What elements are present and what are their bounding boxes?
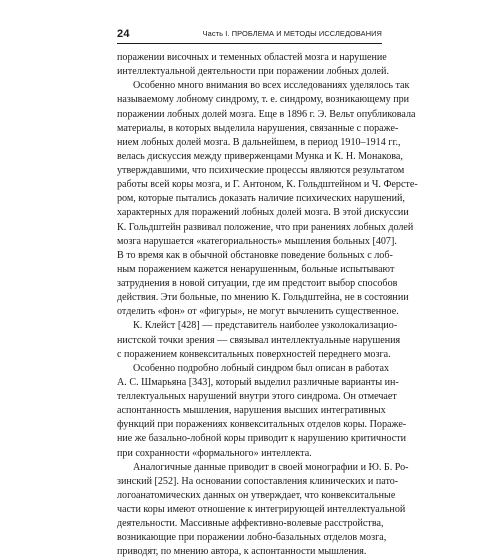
text-line: аспонтанность мышления, нарушения высших интегративных: [117, 405, 386, 417]
text-line: приводят, по мнению автора, к аспонтанности мышления.: [117, 546, 367, 558]
text-line: при сохранности «формального» интеллекта.: [117, 447, 312, 459]
text-line: логоанатомических данных он утверждает, что конвекситальные: [117, 489, 396, 501]
text-line: функций при поражениях конвекситальных отделов коры. Пораже-: [117, 419, 407, 431]
text-line: теллектуальных нарушений внутри этого синдрома. Он отмечает: [117, 391, 397, 402]
body-text: [117, 51, 418, 560]
text-line: К. Гольдштейн развивал положение, что при ранениях лобных долей: [117, 221, 414, 233]
paragraph-first-line: Особенно подробно лобный синдром был описан в работах: [133, 362, 389, 374]
text-line: действия. Эти больные, по мнению К. Гольдштейна, не в состоянии: [117, 292, 409, 304]
text-line: возникающие при поражении лобно-базальных отделов мозга,: [117, 532, 387, 544]
page-number: 24: [117, 28, 130, 40]
text-line: утверждавшими, что психические процессы являются результатом: [117, 165, 405, 176]
text-line: с поражением конвекситальных поверхностей переднего мозга.: [117, 348, 391, 360]
text-line: ным поражением кажется ненарушенным, больные испытывают: [117, 263, 395, 275]
text-line: нистской точки зрения — связывал интеллектуальные нарушения: [117, 334, 401, 346]
text-line: работы всей коры мозга, и Г. Антоном, К. Гольдштейном и Ч. Ферсте-: [117, 179, 418, 191]
text-line: зинский [252]. На основании сопоставления клинических и пато-: [117, 475, 399, 487]
text-line: отделить «фон» от «фигуры», не могут вычленить существенное.: [117, 306, 399, 318]
text-line: велась дискуссия между приверженцами Мунка и К. Н. Монакова,: [117, 150, 403, 162]
header-rule: [117, 43, 382, 44]
paragraph-first-line: Особенно много внимания во всех исследованиях уделялось так: [133, 80, 410, 92]
text-line: ром, которые пытались доказать наличие психических нарушений,: [117, 193, 405, 205]
text-line: части коры имеют отношение к интегрирующей интеллектуальной: [117, 504, 406, 515]
page-header: [117, 28, 382, 48]
text-line: деятельности. Массивные аффективно-волевые расстройства,: [117, 518, 384, 530]
paragraph-first-line: К. Клейст [428] — представитель наиболее узколокализацио-: [133, 320, 398, 332]
text-line: поражении височных и теменных областей мозга и нарушение: [117, 52, 387, 63]
text-line: ние же базально-лобной коры приводит к нарушению критичности: [117, 433, 407, 445]
text-line: называемому лобному синдрому, т. е. синдрому, возникающему при: [117, 94, 410, 106]
text-line: характерных для поражений лобных долей мозга. В этой дискуссии: [117, 207, 409, 219]
text-line: затруднения в новой ситуации, где им предстоит выбор способов: [117, 278, 398, 289]
text-line: поражении лобных долей мозга. Еще в 1896 г. Э. Вельт опубликовала: [117, 108, 416, 120]
running-head: Часть I. ПРОБЛЕМА И МЕТОДЫ ИССЛЕДОВАНИЯ: [202, 29, 382, 38]
text-line: мозга нарушается «категориальность» мышления больных [407].: [117, 235, 397, 247]
text-line: нием лобных долей мозга. В дальнейшем, в период 1910–1914 гг.,: [117, 136, 401, 148]
paragraph-first-line: Аналогичные данные приводит в своей монографии и Ю. Б. Ро-: [133, 461, 409, 473]
text-line: материалы, в которых выделила нарушения, связанные с пораже-: [117, 122, 399, 134]
text-line: интеллектуальной деятельности при поражении лобных долей.: [117, 66, 389, 78]
text-line: А. С. Шмарьяна [343], который выделил различные варианты ин-: [117, 376, 399, 388]
text-line: В то время как в обычной обстановке поведение больных с лоб-: [117, 249, 393, 261]
